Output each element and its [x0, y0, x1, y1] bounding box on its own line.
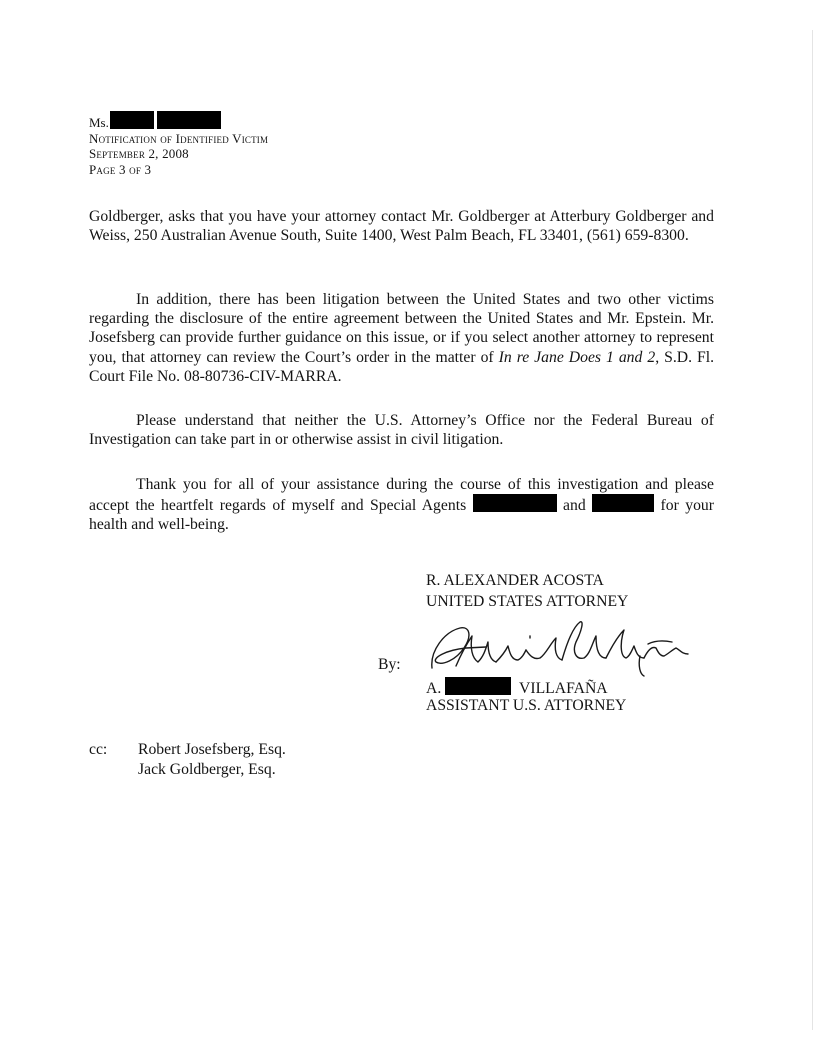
- cc-block: [89, 740, 286, 780]
- thanks-text-b: for your health and well-being.: [89, 497, 714, 534]
- redaction-agent-1: [473, 494, 557, 512]
- salutation-line: [89, 111, 268, 131]
- redaction-first-name: [110, 111, 154, 129]
- by-label: By:: [378, 656, 401, 673]
- signer-title: ASSISTANT U.S. ATTORNEY: [426, 697, 627, 714]
- litigation-text-b: , S.D. Fl. Court File No. 08-80736-CIV-MARRA.: [89, 348, 714, 385]
- cc-recipient-2: Jack Goldberger, Esq.: [138, 761, 276, 778]
- paragraph-civil-litigation: Please understand that neither the U.S. Attorney’s Office nor the Federal Bureau of Investigation can take part in or otherwise assist in civil litigation.: [89, 412, 714, 449]
- header-page-number: Page 3 of 3: [89, 161, 152, 177]
- signature-attorney-title: UNITED STATES ATTORNEY: [426, 593, 629, 610]
- handwritten-signature: [426, 616, 696, 678]
- header-notification: Notification of Identified Victim: [89, 130, 269, 146]
- thanks-text-a: Thank you for all of your assistance during the course of this investigation and please accept the heartfelt regards of myself and Special Agents: [89, 476, 714, 515]
- letter-header: [89, 111, 268, 177]
- cc-label: cc:: [89, 741, 108, 758]
- paragraph-contact: Goldberger, asks that you have your attorney contact Mr. Goldberger at Atterbury Goldberger and Weiss, 250 Australian Avenue South, Suite 1400, West Palm Beach, FL 33401, (561) 659-8300.: [89, 208, 714, 245]
- header-date: September 2, 2008: [89, 146, 189, 161]
- salutation: Ms.: [89, 115, 109, 130]
- signer-last-name: VILLAFAÑA: [519, 680, 608, 697]
- page-edge-line: [812, 30, 813, 1030]
- cc-recipient-1: Robert Josefsberg, Esq.: [138, 741, 286, 758]
- paragraph-thanks: [89, 475, 714, 535]
- case-name: In re Jane Does 1 and 2: [498, 348, 656, 366]
- litigation-text-a: In addition, there has been litigation between the United States and two other victims regarding the disclosure of the entire agreement between the United States and Mr. Epstein. Mr. Josefsberg can provide further guidance on this issue, or if you select another attorney to represent you, that attorney can review the Court’s order in the matter of: [89, 291, 714, 366]
- thanks-and: and: [556, 497, 593, 515]
- signature-attorney-name: R. ALEXANDER ACOSTA: [426, 572, 604, 589]
- cc-line-1: [89, 740, 286, 760]
- redaction-agent-2: [592, 494, 654, 512]
- paragraph-litigation: [89, 290, 714, 386]
- redaction-signer-name: [445, 677, 511, 695]
- signer-initial: A.: [426, 680, 442, 697]
- redaction-last-name: [157, 111, 221, 129]
